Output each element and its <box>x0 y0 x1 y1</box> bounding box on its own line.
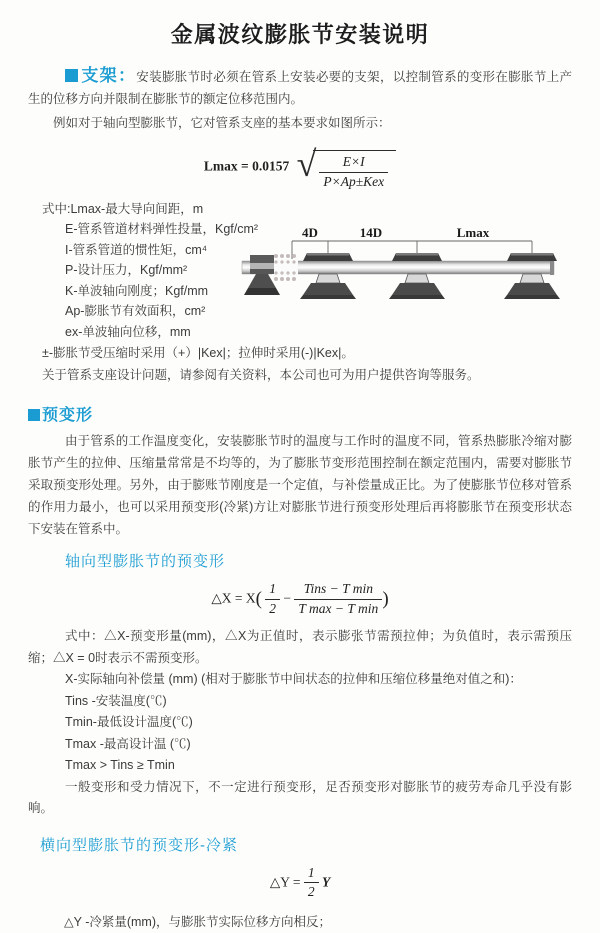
lmax-formula-denominator: P×Ap±Kex <box>323 173 385 189</box>
bellows-section <box>272 254 298 281</box>
preform-paragraph: 由于管系的工作温度变化，安装膨胀节时的温度与工作时的温度不同，管系热膨胀冷缩对膨胀节产生的拉伸、压缩量常常是不均等的，为了膨胀节变形范围控制在额定范围内，需要对膨胀节采取预变形处理。另外，由于膨账节刚度是一个定值，与补偿量成正比。为了使膨胀节位移对管系的作用力最小，也可以采用预变形(冷紧)方让对膨胀节进行预变形处理后再将膨胀节在预变形状态下安装在管系中。 <box>28 434 572 537</box>
close-paren: ) <box>382 588 389 610</box>
definition-line: Ap-膨胀节有效面积，cm² <box>65 304 206 319</box>
lmax-formula-lhs: Lmax = 0.0157 <box>203 158 290 174</box>
axial-formula-lhs: △X = X <box>211 590 256 606</box>
page-title: 金属波纹膨胀节安装说明 <box>170 22 430 47</box>
preform-section-heading <box>28 402 572 425</box>
support-section-label: 支架： <box>81 66 137 85</box>
definitions-and-diagram <box>28 199 572 343</box>
definition-line: ex-单波轴向位移，mm <box>65 324 191 339</box>
lmax-formula <box>28 144 572 191</box>
section-square-icon <box>28 409 40 421</box>
plus-minus-note: ±-膨胀节受压缩时采用（+）|Kex|；拉伸时采用(-)|Kex|。 <box>42 346 354 361</box>
note-line: Tmax -最高设计温 (℃) <box>65 736 191 751</box>
axial-notes-list <box>28 626 572 820</box>
definition-line: P-设计压力，Kgf/mm² <box>65 263 188 278</box>
dim-label-lmax: Lmax <box>456 224 490 240</box>
axial-preform-formula <box>28 581 572 618</box>
definition-line: 式中:Lmax-最大导向间距，m <box>42 201 204 216</box>
lateral-formula-lhs: △Y = <box>269 873 301 889</box>
lateral-formula-rhs: Y <box>321 873 331 889</box>
note-line: 式中：△X-预变形量(mm)，△X为正值时，表示膨张节需预拉伸；为负值时，表示需预压缩；△X = 0时表示不需预变形。 <box>28 629 572 665</box>
dim-label-14d: 14D <box>359 224 383 240</box>
lateral-preform-formula <box>28 865 572 902</box>
support-intro-text: 安装膨胀节时必须在管系上安装必要的支架，以控制管系的变形在膨胀节上产生的位移方向并限制在膨胀节的额定位移范围内。 <box>28 70 572 106</box>
preform-section-label: 预变形 <box>42 407 94 425</box>
definition-line: E-管系管道材料弹性投量，Kgf/cm² <box>65 222 259 237</box>
lateral-half-numerator: 1 <box>304 865 319 884</box>
temp-denominator: T max − T min <box>298 601 379 617</box>
support-example-line: 例如对于轴向型膨胀节，它对管系支座的基本要求如图所示： <box>53 116 391 130</box>
section-square-icon <box>65 69 78 82</box>
radical-sign-icon: √ <box>296 144 317 184</box>
lateral-preform-heading: 横向型膨胀节的预变形-冷紧 <box>40 836 238 854</box>
note-line: Tmax > Tins ≥ Tmin <box>65 758 175 772</box>
half-denominator: 2 <box>269 601 277 617</box>
lmax-formula-numerator: E×I <box>319 154 388 173</box>
pipe-support-diagram <box>240 225 572 325</box>
note-line: X-实际轴向补偿量 (mm) (相对于膨胀节中间状态的拉伸和压缩位移量绝对值之和)： <box>65 672 522 686</box>
definition-line: K-单波轴向刚度；Kgf/mm <box>65 283 209 298</box>
support-intro-paragraph <box>28 65 572 110</box>
half-numerator: 1 <box>265 581 280 600</box>
lateral-half-denominator: 2 <box>307 884 315 900</box>
definition-line: I-管系管道的惯性矩，cm⁴ <box>65 242 208 257</box>
consult-note: 关于管系支座设计问题，请参阅有关资料，本公司也可为用户提供咨询等服务。 <box>42 368 480 383</box>
cold-tightening-note: △Y -冷紧量(mm)，与膨胀节实际位移方向相反； <box>64 915 332 930</box>
guide-support <box>504 253 560 299</box>
guide-support <box>300 253 356 299</box>
note-line: Tins -安装温度(℃) <box>65 693 167 708</box>
axial-preform-heading: 轴向型膨胀节的预变形 <box>65 553 226 571</box>
open-paren: ( <box>255 588 262 610</box>
sqrt-radical <box>297 144 397 191</box>
guide-support <box>389 253 445 299</box>
note-line: 一般变形和受力情况下，不一定进行预变形，足否预变形对膨胀节的疲劳寿命几乎没有影响。 <box>28 779 572 815</box>
dim-label-4d: 4D <box>302 224 318 240</box>
temp-numerator: Tins − T min <box>294 581 382 600</box>
note-line: Tmin-最低设计温度(℃) <box>65 715 193 729</box>
minus-sign: − <box>283 590 292 606</box>
pipe-end <box>550 260 554 275</box>
